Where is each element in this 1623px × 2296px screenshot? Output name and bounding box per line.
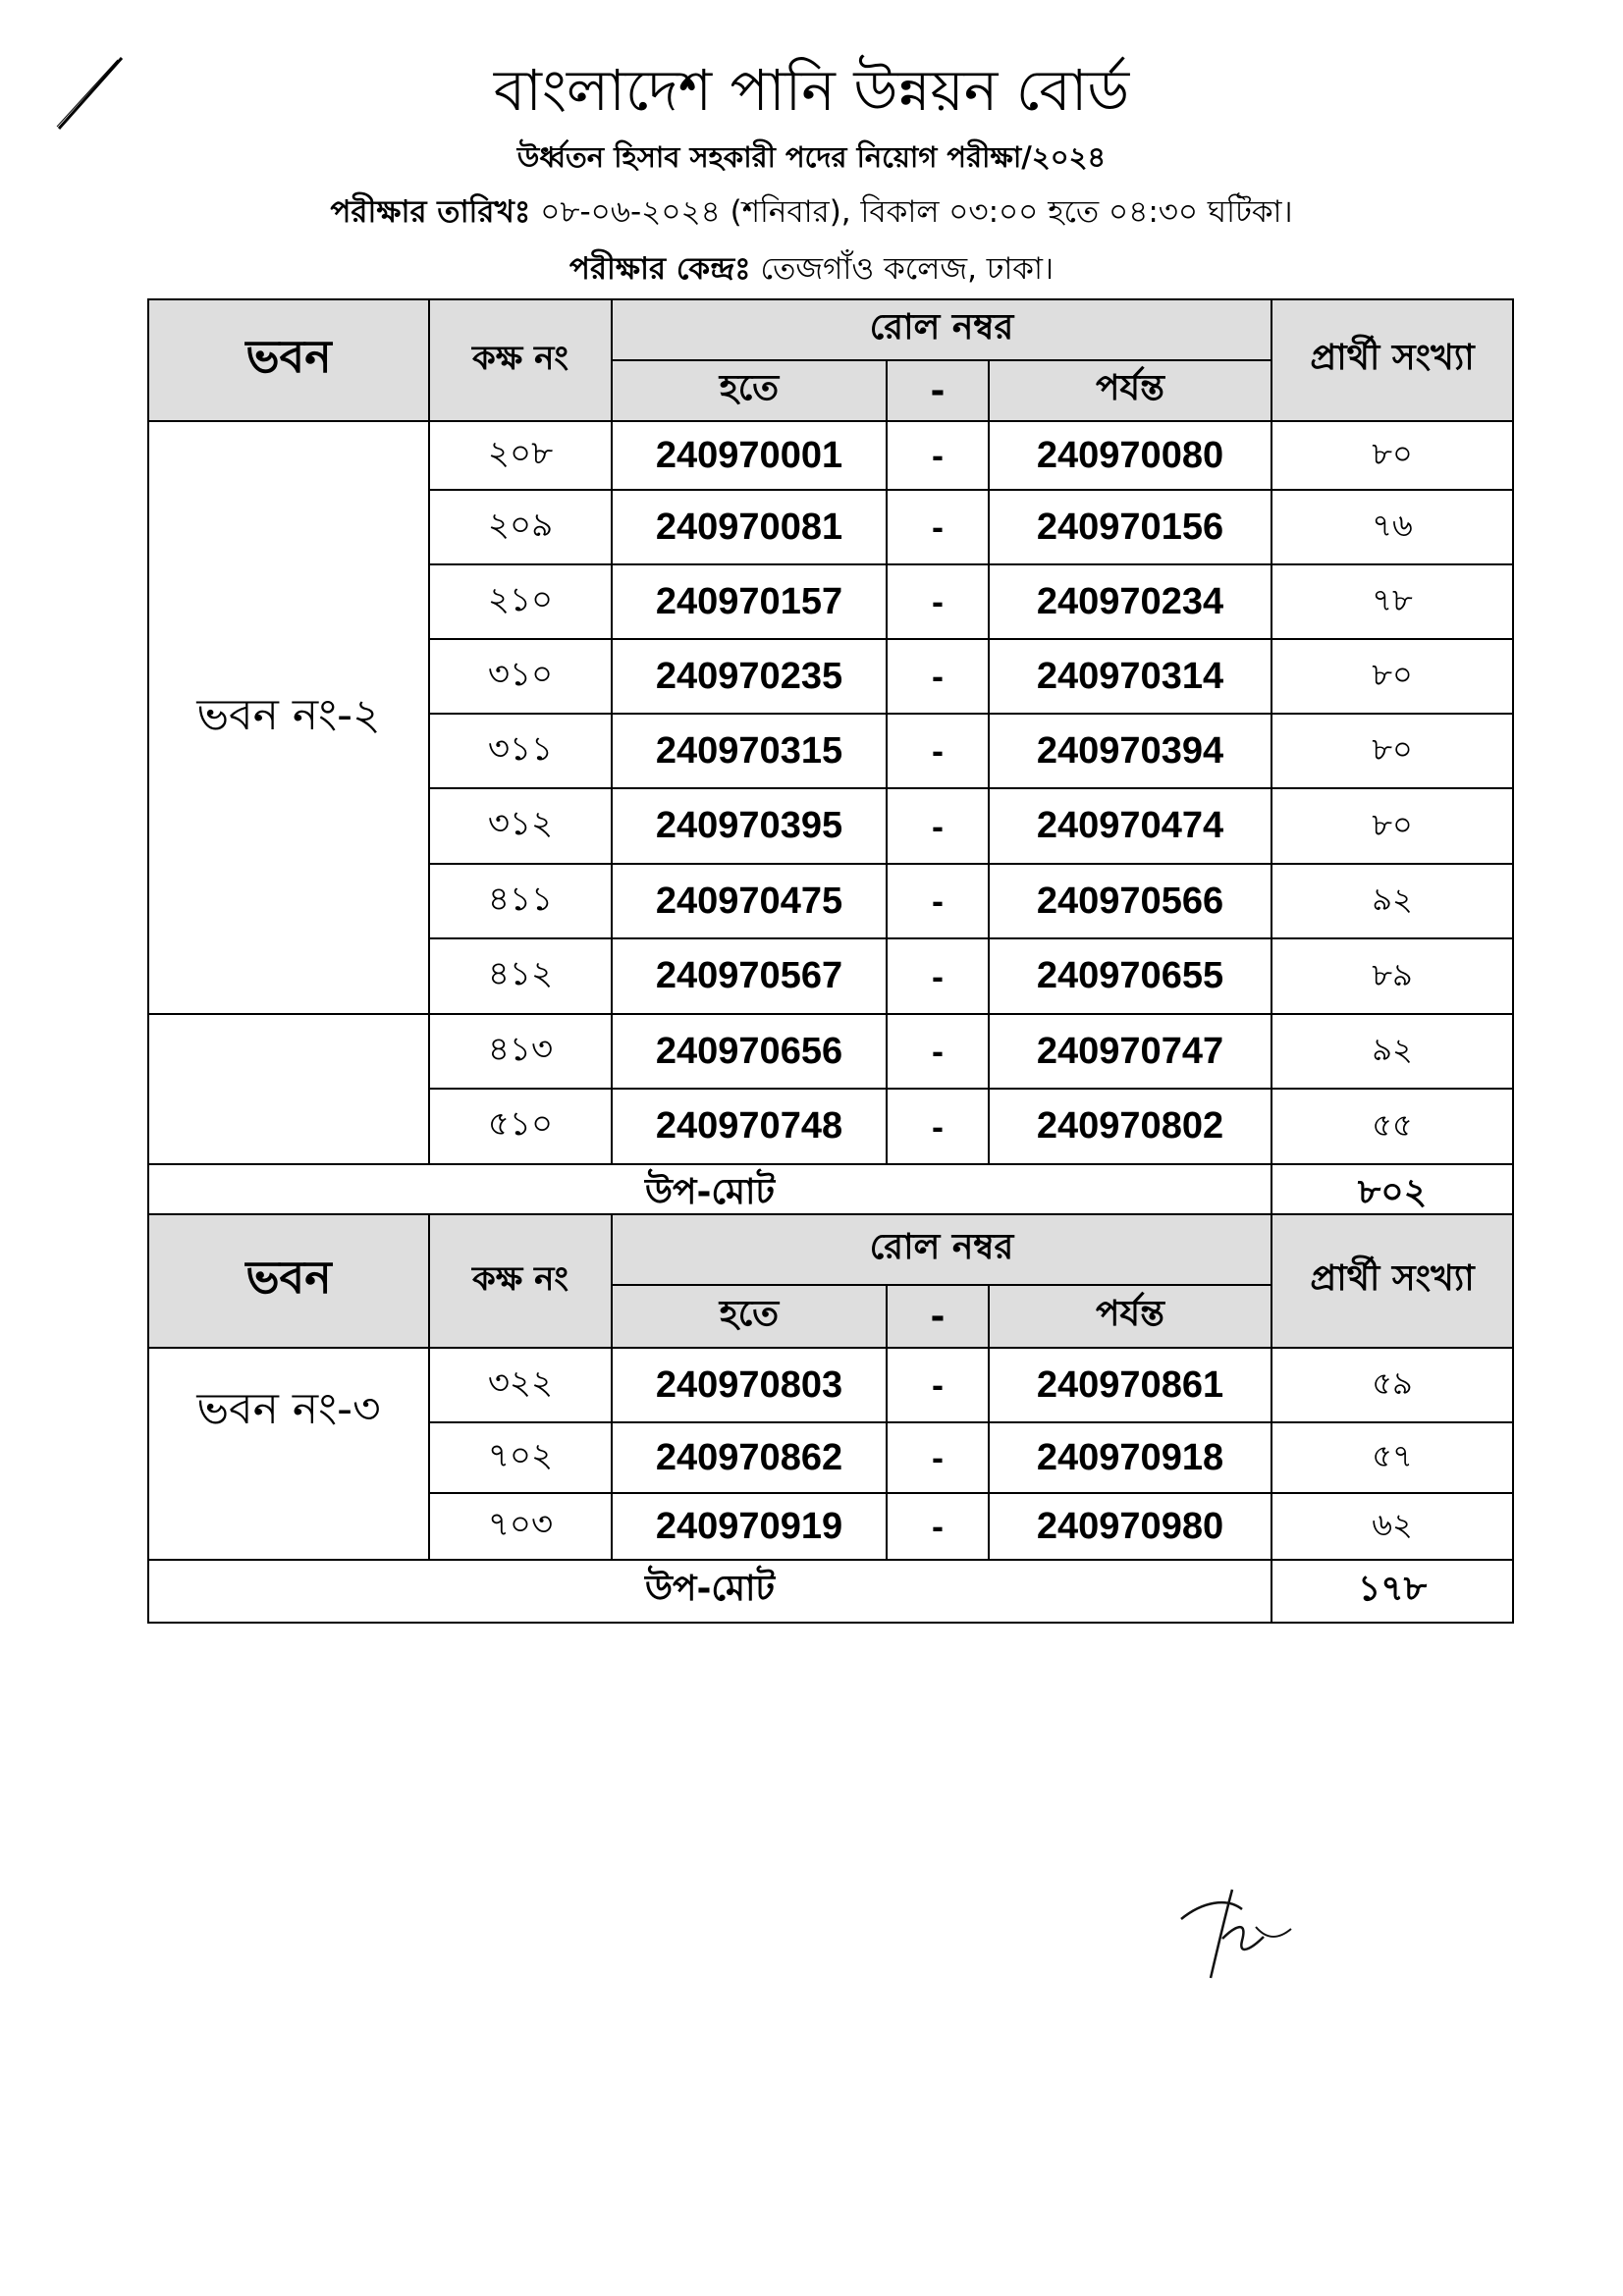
roll-to-cell: 240970747 bbox=[989, 1014, 1271, 1089]
col-header-roll: রোল নম্বর bbox=[612, 299, 1271, 360]
room-cell: ৪১১ bbox=[429, 864, 612, 938]
room-cell: ৩১০ bbox=[429, 639, 612, 714]
roll-to-cell: 240970918 bbox=[989, 1422, 1271, 1493]
count-cell: ৫৭ bbox=[1271, 1422, 1513, 1493]
count-cell: ৫৫ bbox=[1271, 1089, 1513, 1164]
roll-from-cell: 240970656 bbox=[612, 1014, 887, 1089]
count-cell: ৯২ bbox=[1271, 864, 1513, 938]
building-cell: ভবন নং-২ bbox=[148, 421, 429, 1014]
roll-from-cell: 240970567 bbox=[612, 938, 887, 1014]
dash-cell: - bbox=[887, 639, 989, 714]
roll-from-cell: 240970315 bbox=[612, 714, 887, 788]
roll-to-cell: 240970080 bbox=[989, 421, 1271, 490]
dash-cell: - bbox=[887, 938, 989, 1014]
dash-cell: - bbox=[887, 864, 989, 938]
room-cell: ৫১০ bbox=[429, 1089, 612, 1164]
exam-date-line bbox=[0, 188, 1623, 240]
room-cell: ৪১২ bbox=[429, 938, 612, 1014]
table-row bbox=[148, 1348, 1513, 1422]
room-cell: ৩২২ bbox=[429, 1348, 612, 1422]
dash-cell: - bbox=[887, 564, 989, 639]
center-value: তেজগাঁও কলেজ, ঢাকা। bbox=[760, 251, 1055, 287]
col-header-room: কক্ষ নং bbox=[429, 299, 612, 421]
count-cell: ৮৯ bbox=[1271, 938, 1513, 1014]
col-header-room: কক্ষ নং bbox=[429, 1214, 612, 1348]
col-header-count: প্রার্থী সংখ্যা bbox=[1271, 1214, 1513, 1348]
col-header-building: ভবন bbox=[148, 299, 429, 421]
count-cell: ৫৯ bbox=[1271, 1348, 1513, 1422]
room-cell: ৭০২ bbox=[429, 1422, 612, 1493]
count-cell: ৮০ bbox=[1271, 714, 1513, 788]
page-title: বাংলাদেশ পানি উন্নয়ন বোর্ড bbox=[493, 57, 1130, 124]
room-cell: ৭০৩ bbox=[429, 1493, 612, 1560]
dash-cell: - bbox=[887, 1422, 989, 1493]
col-header-roll: রোল নম্বর bbox=[612, 1214, 1271, 1285]
dash-cell: - bbox=[887, 490, 989, 564]
roll-from-cell: 240970157 bbox=[612, 564, 887, 639]
col-header-from: হতে bbox=[612, 1285, 887, 1348]
roll-from-cell: 240970748 bbox=[612, 1089, 887, 1164]
room-cell: ৩১১ bbox=[429, 714, 612, 788]
date-label: পরীক্ষার তারিখঃ bbox=[330, 194, 531, 230]
col-header-count: প্রার্থী সংখ্যা bbox=[1271, 299, 1513, 421]
header-row bbox=[148, 299, 1513, 360]
roll-to-cell: 240970802 bbox=[989, 1089, 1271, 1164]
count-cell: ৭৮ bbox=[1271, 564, 1513, 639]
room-cell: ৪১৩ bbox=[429, 1014, 612, 1089]
dash-cell: - bbox=[887, 1348, 989, 1422]
room-cell: ২০৮ bbox=[429, 421, 612, 490]
seat-plan-table-building-2 bbox=[147, 298, 1514, 1226]
roll-to-cell: 240970861 bbox=[989, 1348, 1271, 1422]
roll-to-cell: 240970655 bbox=[989, 938, 1271, 1014]
roll-to-cell: 240970156 bbox=[989, 490, 1271, 564]
roll-to-cell: 240970980 bbox=[989, 1493, 1271, 1560]
count-cell: ৮০ bbox=[1271, 788, 1513, 864]
dash-cell: - bbox=[887, 788, 989, 864]
count-cell: ৮০ bbox=[1271, 639, 1513, 714]
room-cell: ২১০ bbox=[429, 564, 612, 639]
dash-cell: - bbox=[887, 1014, 989, 1089]
roll-from-cell: 240970919 bbox=[612, 1493, 887, 1560]
center-label: পরীক্ষার কেন্দ্রঃ bbox=[568, 251, 751, 287]
roll-from-cell: 240970001 bbox=[612, 421, 887, 490]
exam-center-line bbox=[0, 245, 1623, 296]
roll-from-cell: 240970395 bbox=[612, 788, 887, 864]
roll-to-cell: 240970314 bbox=[989, 639, 1271, 714]
date-value: ০৮-০৬-২০২৪ (শনিবার), বিকাল ০৩:০০ হতে ০৪:৩০ ঘটিকা। bbox=[540, 194, 1293, 230]
roll-from-cell: 240970862 bbox=[612, 1422, 887, 1493]
count-cell: ৬২ bbox=[1271, 1493, 1513, 1560]
dash-cell: - bbox=[887, 1089, 989, 1164]
col-header-dash: - bbox=[887, 1285, 989, 1348]
count-cell: ৮০ bbox=[1271, 421, 1513, 490]
count-cell: ৯২ bbox=[1271, 1014, 1513, 1089]
roll-from-cell: 240970475 bbox=[612, 864, 887, 938]
table-row bbox=[148, 421, 1513, 490]
seat-plan-table-building-3 bbox=[147, 1213, 1514, 1624]
roll-to-cell: 240970474 bbox=[989, 788, 1271, 864]
roll-from-cell: 240970235 bbox=[612, 639, 887, 714]
roll-from-cell: 240970081 bbox=[612, 490, 887, 564]
exam-subtitle: উর্ধ্বতন হিসাব সহকারী পদের নিয়োগ পরীক্ষা/২০২৪ bbox=[516, 140, 1107, 174]
table-row bbox=[148, 1014, 1513, 1089]
roll-from-cell: 240970803 bbox=[612, 1348, 887, 1422]
roll-to-cell: 240970566 bbox=[989, 864, 1271, 938]
roll-to-cell: 240970234 bbox=[989, 564, 1271, 639]
dash-cell: - bbox=[887, 1493, 989, 1560]
header-row bbox=[148, 1214, 1513, 1285]
subtotal-label: উপ-মোট bbox=[148, 1164, 1271, 1225]
col-header-dash: - bbox=[887, 360, 989, 421]
building-cell: ভবন নং-৩ bbox=[148, 1348, 429, 1560]
room-cell: ২০৯ bbox=[429, 490, 612, 564]
subtotal-value: ৮০২ bbox=[1271, 1164, 1513, 1225]
subtotal-value: ১৭৮ bbox=[1271, 1560, 1513, 1623]
subtotal-label: উপ-মোট bbox=[148, 1560, 1271, 1623]
signature bbox=[1173, 1880, 1301, 1988]
col-header-building: ভবন bbox=[148, 1214, 429, 1348]
dash-cell: - bbox=[887, 714, 989, 788]
dash-cell: - bbox=[887, 421, 989, 490]
count-cell: ৭৬ bbox=[1271, 490, 1513, 564]
col-header-from: হতে bbox=[612, 360, 887, 421]
roll-to-cell: 240970394 bbox=[989, 714, 1271, 788]
building-cell-empty bbox=[148, 1014, 429, 1164]
subtotal-row bbox=[148, 1560, 1513, 1623]
col-header-to: পর্যন্ত bbox=[989, 360, 1271, 421]
col-header-to: পর্যন্ত bbox=[989, 1285, 1271, 1348]
room-cell: ৩১২ bbox=[429, 788, 612, 864]
